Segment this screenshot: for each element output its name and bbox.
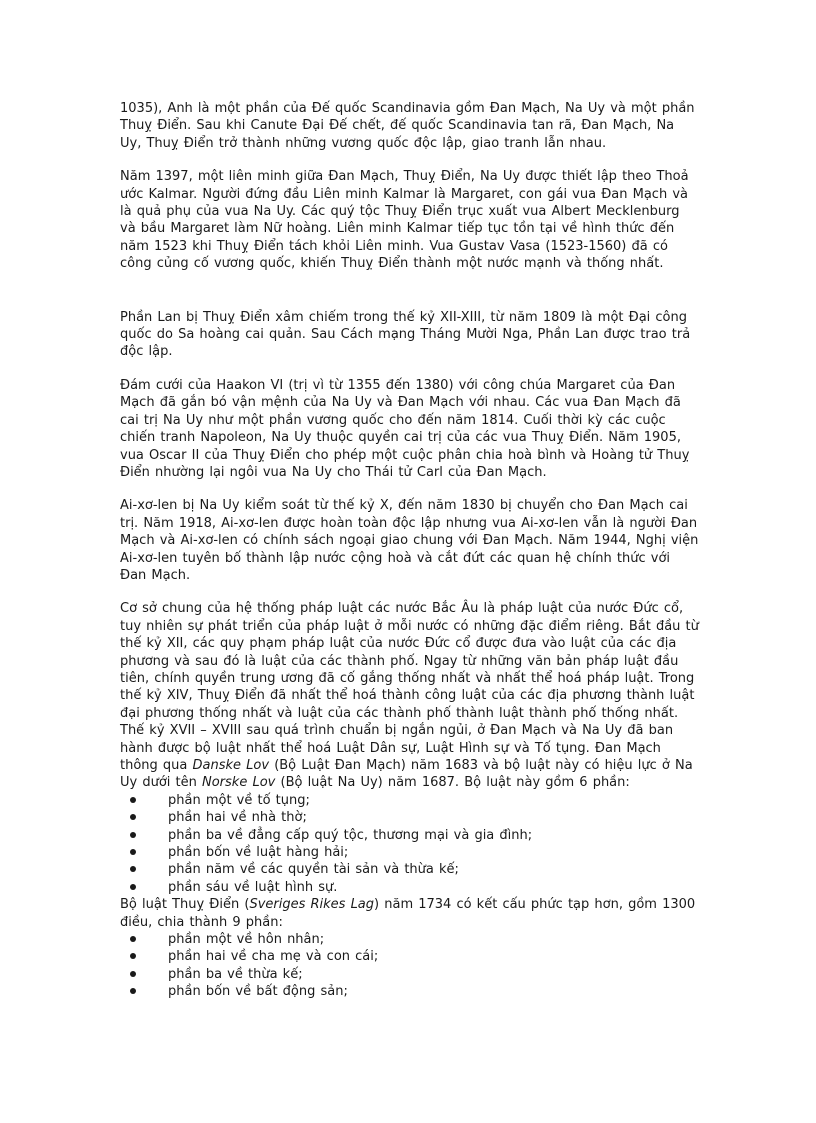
danske-lov-title: Danske Lov xyxy=(192,758,270,773)
paragraph-finland: Phần Lan bị Thuỵ Điển xâm chiếm trong thế kỷ XII-XIII, từ năm 1809 là một Đại công quốc do Sa hoàng cai quản. Sau Cách mạng Tháng Mười Nga, Phần Lan được trao trả độc lập. xyxy=(120,309,691,360)
bullet-icon xyxy=(130,849,136,855)
paragraph-iceland: Ai-xơ-len bị Na Uy kiểm soát từ thế kỷ X, đến năm 1830 bị chuyển cho Đan Mạch cai trị. Năm 1918, Ai-xơ-len được hoàn toàn độc lập nhưng vua Ai-xơ-len vẫn là người Đan Mạch và Ai-xơ-len có chính sách ngoại giao chung với Đan Mạch. Năm 1944, Nghị viện Ai-xơ-len tuyên bố thành lập nước cộng hoà và cắt đứt các quan hệ chính thức với Đan Mạch. xyxy=(120,498,699,583)
bullet-icon xyxy=(130,832,136,838)
list-item: phần bốn về luật hàng hải; xyxy=(120,844,700,861)
bullet-icon xyxy=(130,866,136,872)
bullet-icon xyxy=(130,814,136,820)
norske-lov-title: Norske Lov xyxy=(202,775,276,791)
legal-system-text-a: Cơ sở chung của hệ thống pháp luật các nước Bắc Âu là pháp luật của nước Đức cổ, tuy nhiên sự phát triển của pháp luật ở mỗi nước có những đặc điểm riêng. Bắt đầu từ thế kỷ XII, các quy phạm pháp luật của nước Đức cổ được đưa vào luật của các địa phương và sau đó là luật của các thành phố. Ngay từ những văn bản pháp luật đầu tiên, chính quyền trung ương đã cố gắng thống nhất và nhất thể hoá pháp luật. Trong thế kỷ XIV, Thuỵ Điển đã nhất thể hoá thành công luật của các địa phương thành luật đại phương thống nhất và luật của các thành phố thành luật thành phố thống nhất. Thế kỷ XVII – XVIII sau quá trình chuẩn bị ngắn ngủi, ở Đan Mạch và Na Uy đã ban hành được bộ luật nhất thể hoá Luật Dân sự, Luật Hình sự và Tố tụng. Đan Mạch thông qua xyxy=(120,601,699,773)
paragraph-swedish-code xyxy=(120,896,700,931)
paragraph-kalmar-union: Năm 1397, một liên minh giữa Đan Mạch, Thuỵ Điển, Na Uy được thiết lập theo Thoả ước Kalmar. Người đứng đầu Liên minh Kalmar là Margaret, con gái vua Đan Mạch và là quả phụ của vua Na Uy. Các quý tộc Thuỵ Điển trục xuất vua Albert Mecklenburg và bầu Margaret làm Nữ hoàng. Liên minh Kalmar tiếp tục tồn tại về hình thức đến năm 1523 khi Thuỵ Điển tách khỏi Liên minh. Vua Gustav Vasa (1523-1560) đã có công củng cố vương quốc, khiến Thuỵ Điển thành một nước mạnh và thống nhất. xyxy=(120,169,689,272)
danske-lov-parts-list xyxy=(120,792,700,896)
list-item: phần hai về cha mẹ và con cái; xyxy=(120,948,700,965)
bullet-icon xyxy=(130,884,136,890)
swedish-code-text-a: Bộ luật Thuỵ Điển ( xyxy=(120,897,250,913)
swedish-code-parts-list xyxy=(120,931,700,1001)
list-item: phần ba về đẳng cấp quý tộc, thương mại và gia đình; xyxy=(120,827,700,844)
list-item: phần một về tố tụng; xyxy=(120,792,700,809)
bullet-icon xyxy=(130,953,136,959)
swedish-code-text-b: ) năm 1734 có kết cấu phức tạp hơn, gồm 1300 điều, chia thành 9 phần: xyxy=(120,897,696,930)
bullet-icon xyxy=(130,971,136,977)
paragraph-legal-system xyxy=(120,600,700,791)
legal-system-text-c: (Bộ luật Na Uy) năm 1687. Bộ luật này gồm 6 phần: xyxy=(275,775,630,791)
list-item: phần bốn về bất động sản; xyxy=(120,983,700,1000)
sveriges-rikes-lag-title: Sveriges Rikes Lag xyxy=(249,897,375,913)
list-item: phần năm về các quyền tài sản và thừa kế; xyxy=(120,861,700,878)
list-item: phần sáu về luật hình sự. xyxy=(120,879,700,896)
document-page xyxy=(120,100,700,1001)
legal-system-text-b: (Bộ Luật Đan Mạch) năm 1683 và bộ luật này có hiệu lực ở Na Uy dưới tên xyxy=(120,758,693,791)
list-item: phần ba về thừa kế; xyxy=(120,966,700,983)
list-item: phần một về hôn nhân; xyxy=(120,931,700,948)
paragraph-norway: Đám cưới của Haakon VI (trị vì từ 1355 đến 1380) với công chúa Margaret của Đan Mạch đã gắn bó vận mệnh của Na Uy và Đan Mạch với nhau. Các vua Đan Mạch đã cai trị Na Uy như một phần vương quốc cho đến năm 1814. Cuối thời kỳ các cuộc chiến tranh Napoleon, Na Uy thuộc quyền cai trị của các vua Thuỵ Điển. Năm 1905, vua Oscar II của Thuỵ Điển cho phép một cuộc phân chia hoà bình và Hoàng tử Thuỵ Điển nhường lại ngôi vua Na Uy cho Thái tử Carl của Đan Mạch. xyxy=(120,377,690,480)
paragraph-scandinavia: 1035), Anh là một phần của Đế quốc Scandinavia gồm Đan Mạch, Na Uy và một phần Thuỵ Điển. Sau khi Canute Đại Đế chết, đế quốc Scandinavia tan rã, Đan Mạch, Na Uy, Thuỵ Điển trở thành những vương quốc độc lập, giao tranh lẫn nhau. xyxy=(120,101,695,151)
bullet-icon xyxy=(130,936,136,942)
bullet-icon xyxy=(130,797,136,803)
bullet-icon xyxy=(130,988,136,994)
list-item: phần hai về nhà thờ; xyxy=(120,809,700,826)
